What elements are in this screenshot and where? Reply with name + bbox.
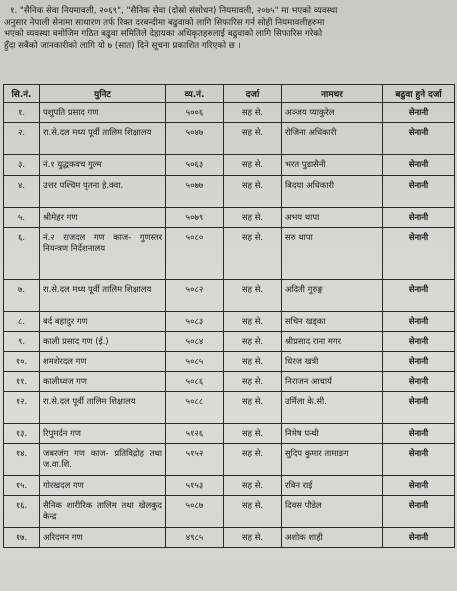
- cell-unit: उत्तर पश्चिम पृतना हे.क्वा.: [40, 176, 166, 208]
- table-row: [4, 528, 455, 548]
- table-row: [4, 372, 455, 392]
- promotion-table: [3, 84, 455, 548]
- cell-unit: सैनिक शारीरिक तालिम तथा खेलकुद केन्द्र: [40, 496, 166, 528]
- table-row: [4, 352, 455, 372]
- cell-personal-number: ५०४७: [166, 123, 224, 155]
- cell-serial: ४.: [4, 176, 40, 208]
- cell-rank: सह से.: [224, 155, 282, 176]
- header-name: नामथर: [282, 85, 383, 103]
- cell-serial: ९.: [4, 332, 40, 352]
- cell-serial: ७.: [4, 280, 40, 312]
- cell-name: धिरज खत्री: [282, 352, 383, 372]
- table-row: [4, 332, 455, 352]
- cell-personal-number: ५००६: [166, 103, 224, 123]
- cell-serial: ११.: [4, 372, 40, 392]
- cell-name: निराजन आचार्य: [282, 372, 383, 392]
- intro-line: १. "सैनिक सेवा नियमावली, २०६९", "सैनिक सेवा (दोस्रो संसोधन) नियमावली, २०७५" मा भएको व्यवस्था: [10, 6, 338, 16]
- cell-unit: कालीध्वज गण: [40, 372, 166, 392]
- cell-personal-number: ५०८८: [166, 392, 224, 424]
- cell-unit: काली प्रसाद गण (ई.): [40, 332, 166, 352]
- cell-name: उर्मिला के.सी.: [282, 392, 383, 424]
- cell-rank: सह से.: [224, 352, 282, 372]
- header-personal-number: व्य.नं.: [166, 85, 224, 103]
- cell-promotion-rank: सेनानी: [383, 372, 455, 392]
- cell-name: श्रीप्रसाद राना मगर: [282, 332, 383, 352]
- cell-rank: सह से.: [224, 332, 282, 352]
- table-row: [4, 123, 455, 155]
- intro-line: हुँदा सबैको जानकारीको लागि यो ७ (सात) दिने सूचना प्रकाशित गरिएको छ ।: [4, 40, 241, 51]
- cell-rank: सह से.: [224, 496, 282, 528]
- table-row: [4, 208, 455, 228]
- cell-rank: सह से.: [224, 424, 282, 444]
- cell-rank: सह से.: [224, 312, 282, 332]
- cell-serial: १०.: [4, 352, 40, 372]
- cell-name: बिदया अधिकारी: [282, 176, 383, 208]
- cell-rank: सह से.: [224, 372, 282, 392]
- cell-name: भरत पुडासैनी: [282, 155, 383, 176]
- cell-personal-number: ५०८७: [166, 496, 224, 528]
- cell-rank: सह से.: [224, 208, 282, 228]
- table-row: [4, 228, 455, 280]
- cell-name: सुदिप कुमार तामाङग: [282, 444, 383, 476]
- cell-serial: १२.: [4, 392, 40, 424]
- cell-rank: सह से.: [224, 280, 282, 312]
- cell-promotion-rank: सेनानी: [383, 176, 455, 208]
- cell-rank: सह से.: [224, 176, 282, 208]
- notice-intro: [4, 6, 452, 52]
- cell-serial: ८.: [4, 312, 40, 332]
- table-row: [4, 103, 455, 123]
- table-header-row: [4, 85, 455, 103]
- cell-rank: सह से.: [224, 123, 282, 155]
- cell-unit: रा.से.दल पूर्वी तालिम शिक्षालय: [40, 392, 166, 424]
- cell-promotion-rank: सेनानी: [383, 228, 455, 280]
- cell-serial: १६.: [4, 496, 40, 528]
- cell-promotion-rank: सेनानी: [383, 444, 455, 476]
- cell-serial: ३.: [4, 155, 40, 176]
- cell-serial: १७.: [4, 528, 40, 548]
- cell-personal-number: ५०७७: [166, 176, 224, 208]
- cell-rank: सह से.: [224, 528, 282, 548]
- table-row: [4, 312, 455, 332]
- cell-rank: सह से.: [224, 103, 282, 123]
- cell-serial: १.: [4, 103, 40, 123]
- table-row: [4, 280, 455, 312]
- cell-promotion-rank: सेनानी: [383, 208, 455, 228]
- cell-promotion-rank: सेनानी: [383, 312, 455, 332]
- cell-unit: नं.१ युद्धकवच गुल्म: [40, 155, 166, 176]
- cell-promotion-rank: सेनानी: [383, 392, 455, 424]
- cell-rank: सह से.: [224, 444, 282, 476]
- cell-promotion-rank: सेनानी: [383, 424, 455, 444]
- table-row: [4, 476, 455, 496]
- cell-name: निमेष पन्थी: [282, 424, 383, 444]
- cell-rank: सह से.: [224, 476, 282, 496]
- cell-promotion-rank: सेनानी: [383, 496, 455, 528]
- cell-serial: ५.: [4, 208, 40, 228]
- cell-name: अभय थापा: [282, 208, 383, 228]
- cell-serial: १४.: [4, 444, 40, 476]
- cell-personal-number: ५०६३: [166, 155, 224, 176]
- cell-serial: २.: [4, 123, 40, 155]
- cell-unit: अरिदमन गण: [40, 528, 166, 548]
- cell-promotion-rank: सेनानी: [383, 123, 455, 155]
- cell-personal-number: ५१५२: [166, 444, 224, 476]
- cell-unit: रिपुमर्दन गण: [40, 424, 166, 444]
- header-rank: दर्जा: [224, 85, 282, 103]
- intro-line: भएको व्यवस्था बमोजिम गठित बढुवा समितिले देहायका अधिकृतहरुलाई बढुवाको लागि सिफारिस गरेको: [4, 29, 323, 40]
- cell-name: सरु थापा: [282, 228, 383, 280]
- cell-personal-number: ४९८५: [166, 528, 224, 548]
- cell-unit: पशुपति प्रसाद गण: [40, 103, 166, 123]
- cell-name: रबिन राई: [282, 476, 383, 496]
- intro-line: अनुसार नेपाली सेनामा साधारण तर्फ रिक्त दरबन्दीमा बढुवाको लागि सिफारिस गर्न सोही नियमावलीहरुमा: [4, 17, 325, 28]
- cell-unit: रा.से.दल मध्य पूर्वी तालिम शिक्षालय: [40, 123, 166, 155]
- cell-promotion-rank: सेनानी: [383, 103, 455, 123]
- cell-personal-number: ५०८०: [166, 228, 224, 280]
- cell-unit: नं.२ राजदल गण काज- गुणस्तर नियन्त्रण निर्देशनालय: [40, 228, 166, 280]
- cell-rank: सह से.: [224, 228, 282, 280]
- cell-personal-number: ५०७९: [166, 208, 224, 228]
- cell-name: अञ्जय प्याकुरेल: [282, 103, 383, 123]
- cell-promotion-rank: सेनानी: [383, 280, 455, 312]
- table-row: [4, 424, 455, 444]
- cell-personal-number: ५१५३: [166, 476, 224, 496]
- table-body: [4, 103, 455, 548]
- cell-personal-number: ५१२६: [166, 424, 224, 444]
- cell-promotion-rank: सेनानी: [383, 155, 455, 176]
- cell-personal-number: ५०८२: [166, 280, 224, 312]
- cell-serial: ६.: [4, 228, 40, 280]
- cell-promotion-rank: सेनानी: [383, 332, 455, 352]
- cell-name: अशोक शाही: [282, 528, 383, 548]
- header-unit: युनिट: [40, 85, 166, 103]
- cell-unit: बर्द बहादुर गण: [40, 312, 166, 332]
- cell-name: दिवस पौडेल: [282, 496, 383, 528]
- cell-unit: रा.से.दल मध्य पूर्वी तालिम शिक्षालय: [40, 280, 166, 312]
- cell-name: रोजिना अधिकारी: [282, 123, 383, 155]
- cell-serial: १५.: [4, 476, 40, 496]
- cell-promotion-rank: सेनानी: [383, 476, 455, 496]
- cell-name: अदिती गुरुङ्ग: [282, 280, 383, 312]
- table-row: [4, 496, 455, 528]
- cell-personal-number: ५०८६: [166, 372, 224, 392]
- cell-promotion-rank: सेनानी: [383, 352, 455, 372]
- table-row: [4, 155, 455, 176]
- cell-promotion-rank: सेनानी: [383, 528, 455, 548]
- table-row: [4, 176, 455, 208]
- cell-unit: जबरजंग गण काज- प्रतिविद्रोह तथा ज.वा.शि.: [40, 444, 166, 476]
- cell-rank: सह से.: [224, 392, 282, 424]
- cell-serial: १३.: [4, 424, 40, 444]
- table-row: [4, 444, 455, 476]
- header-promotion-rank: बढुवा हुने दर्जा: [383, 85, 455, 103]
- cell-name: सचिन खड्का: [282, 312, 383, 332]
- cell-unit: श्रीमेहर गण: [40, 208, 166, 228]
- header-serial: सि.नं.: [4, 85, 40, 103]
- cell-unit: शमशेरदल गण: [40, 352, 166, 372]
- cell-personal-number: ५०८४: [166, 332, 224, 352]
- table-row: [4, 392, 455, 424]
- cell-personal-number: ५०८५: [166, 352, 224, 372]
- cell-unit: गोरखदल गण: [40, 476, 166, 496]
- cell-personal-number: ५०८३: [166, 312, 224, 332]
